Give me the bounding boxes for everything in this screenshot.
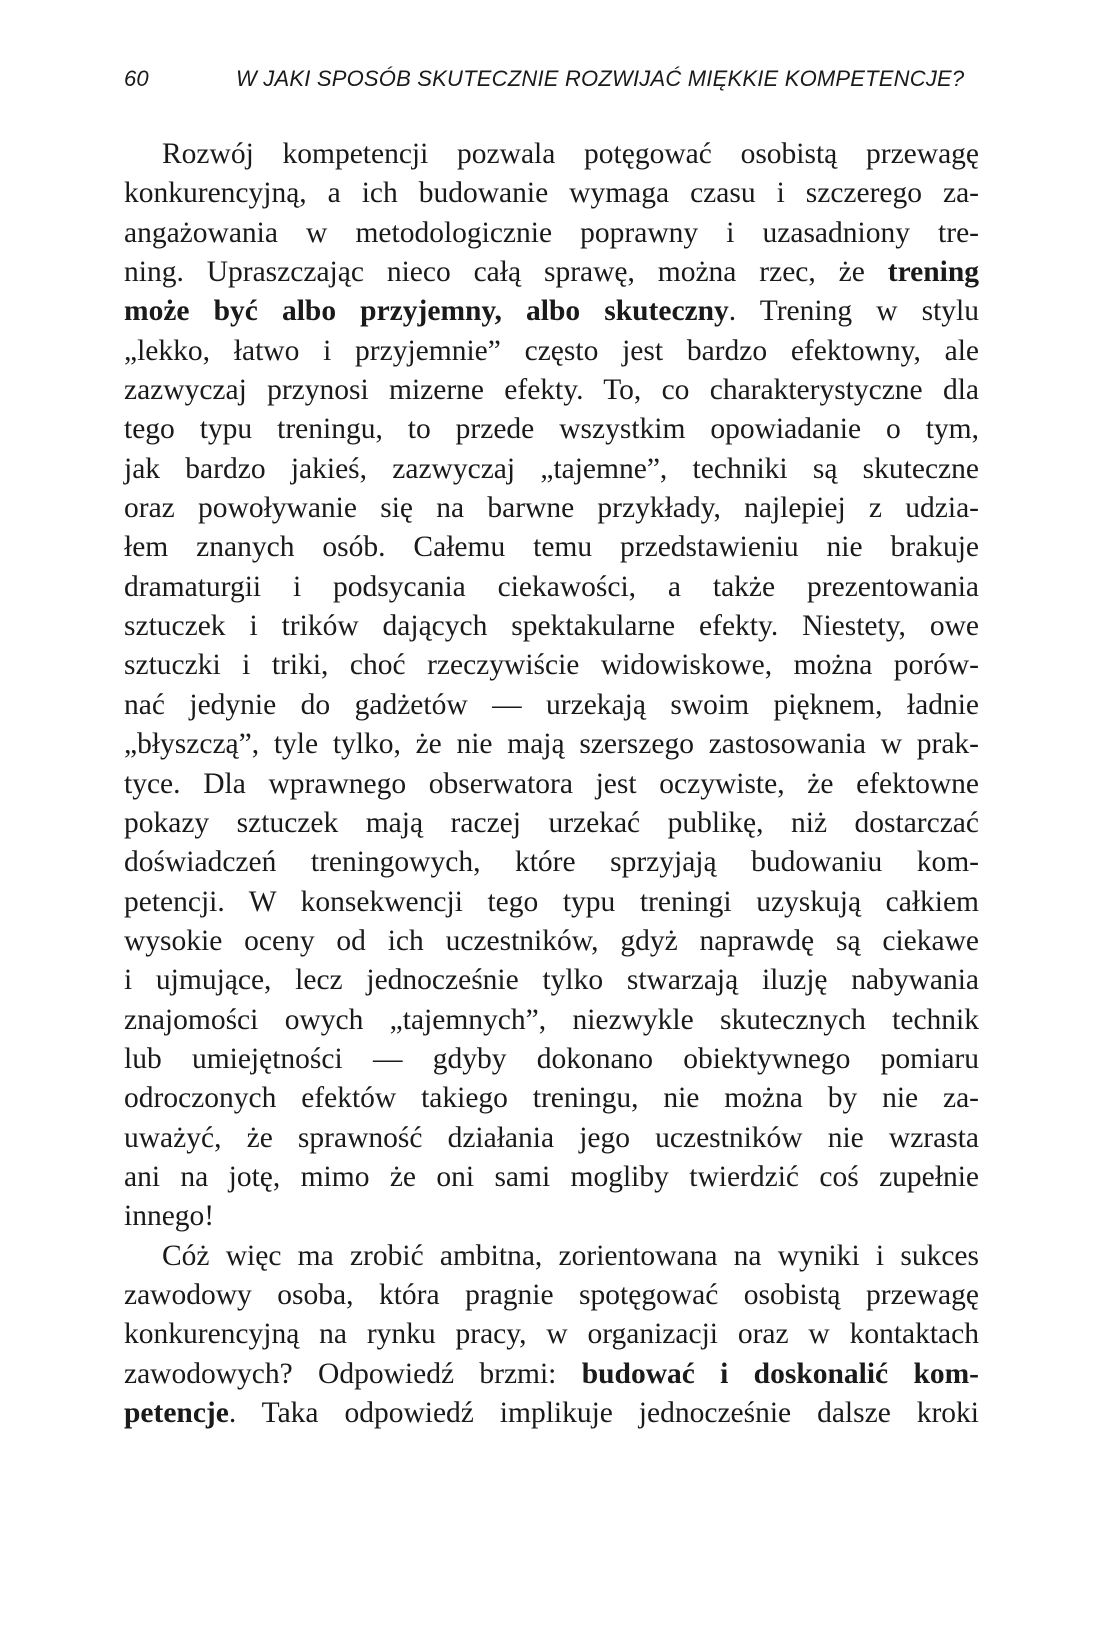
text-line: sztuczek i trików dających spektakularne efekty. Niestety, owe xyxy=(124,610,979,643)
running-title: W JAKI SPOSÓB SKUTECZNIE ROZWIJAĆ MIĘKKIE KOMPETENCJE? xyxy=(236,66,965,91)
text-line: nać jedynie do gadżetów — urzekają swoim pięknem, ładnie xyxy=(124,688,979,721)
text-line: wysokie oceny od ich uczestników, gdyż naprawdę są ciekawe xyxy=(124,924,979,957)
text-line: petencji. W konsekwencji tego typu treningi uzyskują całkiem xyxy=(124,885,979,918)
text-line: jak bardzo jakieś, zazwyczaj „tajemne”, techniki są skuteczne xyxy=(124,452,979,485)
text-line: pokazy sztuczek mają raczej urzekać publikę, niż dostarczać xyxy=(124,806,979,839)
text-span: . Trening w stylu xyxy=(728,295,979,328)
text-line: i ujmujące, lecz jednocześnie tylko stwarzają iluzję nabywania xyxy=(124,964,979,997)
text-line xyxy=(124,1394,979,1433)
text-line: uważyć, że sprawność działania jego uczestników nie wzrasta xyxy=(124,1121,979,1154)
text-line: zawodowy osoba, która pragnie spotęgować osobistą przewagę xyxy=(124,1278,979,1311)
text-line: angażowania w metodologicznie poprawny i uzasadniony tre- xyxy=(124,216,979,249)
text-line xyxy=(124,292,979,331)
text-line: „błyszczą”, tyle tylko, że nie mają szerszego zastosowania w prak- xyxy=(124,728,979,761)
text-line: odroczonych efektów takiego treningu, nie można by nie za- xyxy=(124,1082,979,1115)
text-line: lub umiejętności — gdyby dokonano obiektywnego pomiaru xyxy=(124,1042,979,1075)
text-line: łem znanych osób. Całemu temu przedstawieniu nie brakuje xyxy=(124,531,979,564)
text-line: tego typu treningu, to przede wszystkim opowiadanie o tym, xyxy=(124,413,979,446)
text-line: sztuczki i triki, choć rzeczywiście widowiskowe, można porów- xyxy=(124,649,979,682)
text-line xyxy=(124,253,979,292)
text-line: konkurencyjną, a ich budowanie wymaga czasu i szczerego za- xyxy=(124,177,979,210)
paragraph xyxy=(124,1237,979,1434)
text-line: znajomości owych „tajemnych”, niezwykle skutecznych technik xyxy=(124,1003,979,1036)
bold-text: budować i doskonalić kom- xyxy=(581,1357,979,1390)
text-line: doświadczeń treningowych, które sprzyjają budowaniu kom- xyxy=(124,846,979,879)
text-line: zazwyczaj przynosi mizerne efekty. To, co charakterystyczne dla xyxy=(124,374,979,407)
text-line: dramaturgii i podsycania ciekawości, a także prezentowania xyxy=(124,570,979,603)
page-number: 60 xyxy=(124,66,149,91)
text-span: . Taka odpowiedź implikuje jednocześnie dalsze kroki xyxy=(228,1397,979,1429)
bold-text: petencje xyxy=(124,1397,229,1429)
body-text xyxy=(124,135,979,1433)
paragraph xyxy=(124,135,979,1237)
text-line: tyce. Dla wprawnego obserwatora jest oczywiste, że efektowne xyxy=(124,767,979,800)
text-line: konkurencyjną na rynku pracy, w organizacji oraz w kontaktach xyxy=(124,1318,979,1351)
text-line: Cóż więc ma zrobić ambitna, zorientowana na wyniki i sukces xyxy=(162,1239,979,1272)
text-line: „lekko, łatwo i przyjemnie” często jest bardzo efektowny, ale xyxy=(124,334,979,367)
text-span: ning. Upraszczając nieco całą sprawę, można rzec, że xyxy=(124,256,865,289)
text-line: Rozwój kompetencji pozwala potęgować osobistą przewagę xyxy=(162,138,979,170)
bold-text: może być albo przyjemny, albo skuteczny xyxy=(124,295,729,328)
text-line: innego! xyxy=(124,1200,215,1233)
text-line xyxy=(124,1355,979,1394)
text-line: ani na jotę, mimo że oni sami mogliby twierdzić coś zupełnie xyxy=(124,1160,979,1193)
bold-text: trening xyxy=(887,256,980,289)
text-span: zawodowych? Odpowiedź brzmi: xyxy=(124,1357,557,1390)
text-line: oraz powoływanie się na barwne przykłady, najlepiej z udzia- xyxy=(124,492,979,525)
